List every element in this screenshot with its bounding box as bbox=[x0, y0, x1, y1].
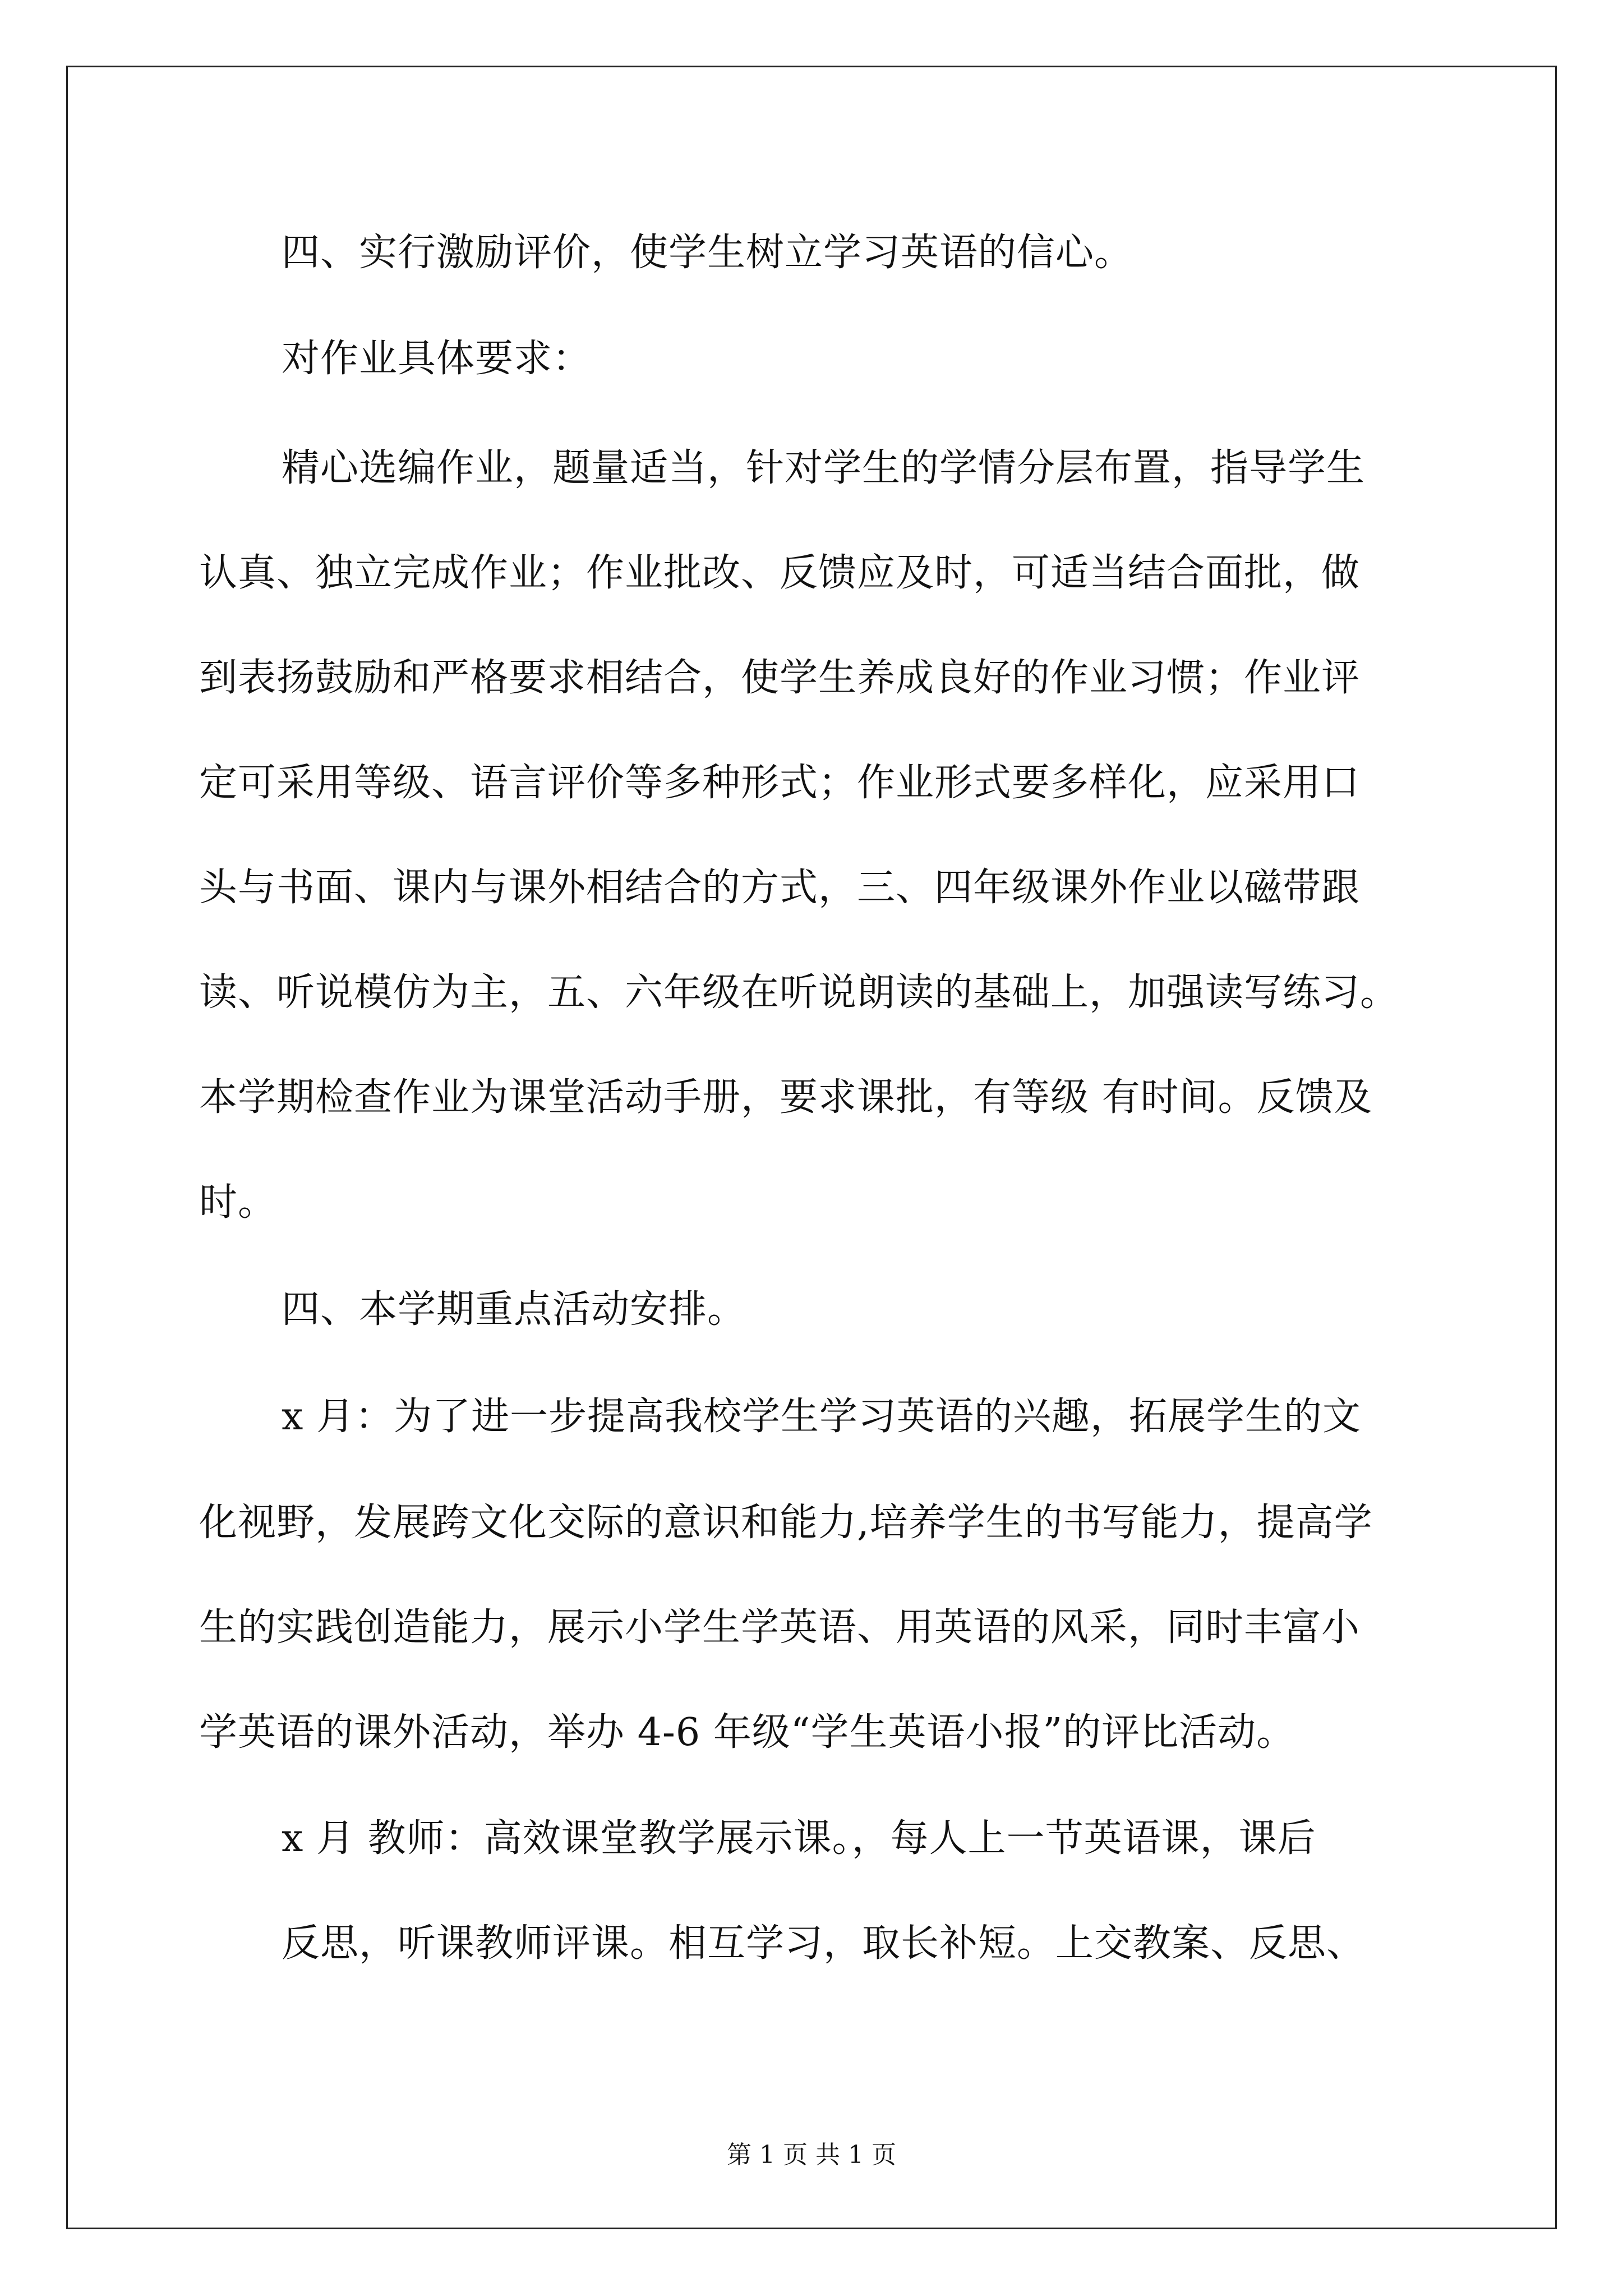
paragraph-line: 读、听说模仿为主，五、六年级在听说朗读的基础上，加强读写练习。 bbox=[199, 970, 1399, 1015]
paragraph-line: 到表扬鼓励和严格要求相结合，使学生养成良好的作业习惯；作业评 bbox=[199, 656, 1361, 700]
paragraph-line: x 月 教师：高效课堂教学展示课。，每人上一节英语课，课后 bbox=[282, 1816, 1316, 1861]
paragraph-line: 时。 bbox=[199, 1180, 277, 1225]
heading-homework-requirements: 对作业具体要求： bbox=[282, 337, 592, 381]
paragraph-line: 本学期检查作业为课堂活动手册，要求课批，有等级 有时间。反馈及 bbox=[199, 1075, 1373, 1120]
paragraph-line: 反思，听课教师评课。相互学习，取长补短。上交教案、反思、 bbox=[282, 1921, 1366, 1966]
paragraph-line: 生的实践创造能力，展示小学生学英语、用英语的风采，同时丰富小 bbox=[199, 1605, 1361, 1650]
paragraph-line: 定可采用等级、语言评价等多种形式；作业形式要多样化，应采用口 bbox=[199, 761, 1361, 805]
paragraph-line: x 月：为了进一步提高我校学生学习英语的兴趣，拓展学生的文 bbox=[282, 1395, 1361, 1439]
paragraph-line: 学英语的课外活动，举办 4-6 年级“学生英语小报”的评比活动。 bbox=[199, 1710, 1295, 1755]
paragraph-line: 认真、独立完成作业；作业批改、反馈应及时，可适当结合面批，做 bbox=[199, 551, 1361, 595]
page-footer: 第 1 页 共 1 页 bbox=[727, 2141, 896, 2169]
paragraph-line: 化视野，发展跨文化交际的意识和能力,培养学生的书写能力，提高学 bbox=[199, 1501, 1373, 1545]
heading-incentive-evaluation: 四、实行激励评价，使学生树立学习英语的信心。 bbox=[282, 231, 1133, 275]
heading-key-activities: 四、本学期重点活动安排。 bbox=[282, 1287, 746, 1332]
page-border bbox=[66, 66, 1557, 2229]
paragraph-line: 头与书面、课内与课外相结合的方式，三、四年级课外作业以磁带跟 bbox=[199, 866, 1361, 910]
paragraph-line: 精心选编作业，题量适当，针对学生的学情分层布置，指导学生 bbox=[282, 446, 1366, 490]
